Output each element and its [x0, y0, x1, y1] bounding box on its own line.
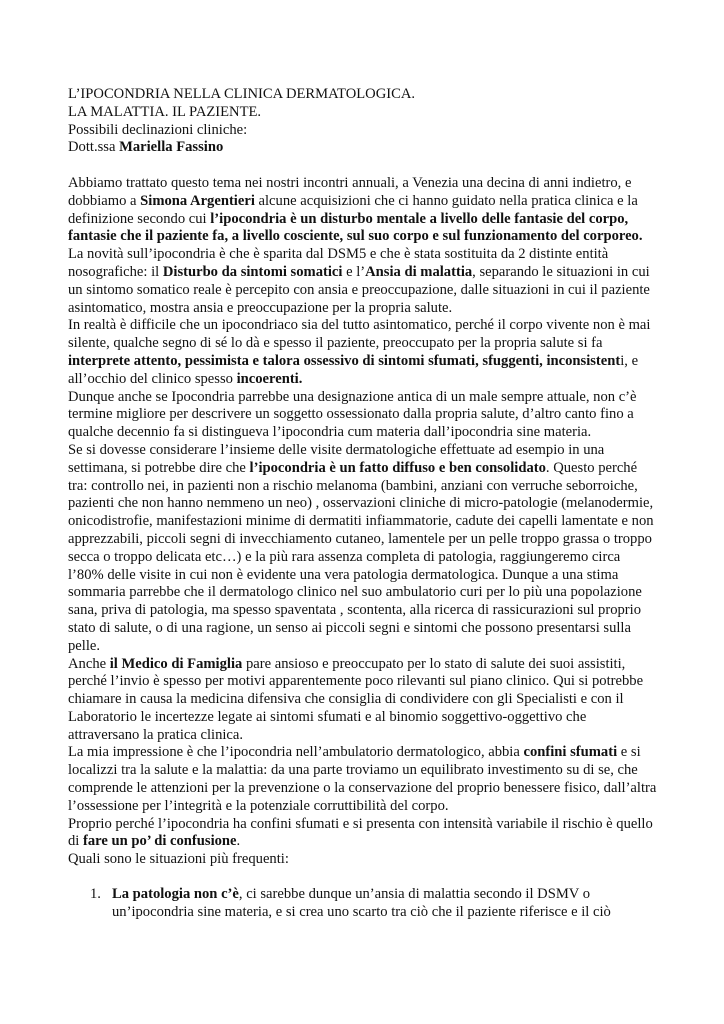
paragraph-6-text-1: Anche [68, 655, 110, 672]
blank-line [68, 157, 658, 175]
list-item-text: , ci sarebbe dunque un’ansia di malattia secondo il DSMV o un’ipocondria sine materia, e si crea uno scarto tra ciò che il paziente riferisce e il ciò [112, 886, 611, 920]
paragraph-7-text-2: e si localizzi tra la salute e la malattia: da una parte troviamo un equilibrato investimento su di se, che comprende le attenzioni per la prevenzione o la conservazione del proprio benessere fisico, dall’altra l’ossessione per l’integrità e la potenziale corruttibilità del corpo. [68, 744, 657, 814]
list-item-number: 1. [90, 886, 101, 903]
paragraph-3-bold-1: interprete attento, pessimista e talora ossessivo di sintomi sfumati, sfuggenti, inconsistent [68, 352, 621, 369]
paragraph-9: Quali sono le situazioni più frequenti: [68, 851, 289, 868]
document-body [68, 86, 658, 922]
paragraph-2 [68, 246, 658, 317]
document-header [68, 86, 658, 157]
paragraph-3-bold-2: incoerenti. [236, 370, 303, 387]
paragraph-3-text-2: i, e all’occhio del clinico spesso [68, 352, 639, 387]
paragraph-7-bold-1: confini sfumati [523, 744, 618, 761]
paragraph-1-bold-1: Simona Argentieri [140, 192, 255, 209]
paragraph-7 [68, 744, 658, 815]
paragraph-2-text-1: La novità sull’ipocondria è che è sparita dal DSM5 e che è stata sostituita da 2 distinte entità nosografiche: il [68, 246, 609, 280]
paragraph-8-text-1: Proprio perché l’ipocondria ha confini sfumati e si presenta con intensità variabile il rischio è quello di [68, 815, 653, 850]
paragraph-3-text-1: In realtà è difficile che un ipocondriaco sia del tutto asintomatico, perché il corpo vivente non è mai silente, qualche segno di sé lo dà e spesso il paziente, preoccupato per la propria salute si fa [68, 317, 651, 352]
paragraph-2-bold-1: Disturbo da sintomi somatici [162, 263, 343, 280]
paragraph-2-text-3: , separando le situazioni in cui un sintomo somatico reale è percepito con ansia e preoccupazione, dalle situazioni in cui il paziente asintomatico, mostra ansia e preoccupazione per la propria salute. [68, 263, 650, 316]
paragraph-8 [68, 816, 658, 852]
author-line [68, 139, 658, 157]
paragraph-4: Dunque anche se Ipocondria parrebbe una designazione antica di un male sempre attuale, non c’è termine migliore per descrivere un soggetto ossessionato dalla propria salute, d’altro canto fino a qualche decennio fa si distingueva l’ipocondria cum materia dall’ipocondria sine materia. [68, 388, 637, 441]
paragraph-7-text-1: La mia impressione è che l’ipocondria nell’ambulatorio dermatologico, abbia [68, 744, 524, 761]
paragraph-8-bold-1: fare un po’ di confusione [83, 833, 237, 850]
paragraph-6-bold-1: il Medico di Famiglia [109, 655, 243, 672]
paragraph-5-text-1: Se si dovesse considerare l’insieme delle visite dermatologiche effettuate ad esempio in una settimana, si potrebbe dire che [68, 441, 605, 476]
paragraph-5 [68, 442, 658, 656]
paragraph-5-bold-1: l’ipocondria è un fatto diffuso e ben consolidato [249, 459, 546, 476]
paragraph-1-bold-2: l’ipocondria è un disturbo mentale a livello delle fantasie del corpo, fantasie che il paziente fa, a livello cosciente, sul suo corpo e sul funzionamento del corporeo. [68, 210, 643, 245]
paragraph-2-bold-2: Ansia di malattia [365, 263, 473, 280]
document-subtitle: LA MALATTIA. IL PAZIENTE. [68, 103, 262, 120]
paragraph-5-text-2: . Questo perché tra: controllo nei, in pazienti non a rischio melanoma (bambini, anziani con verruche seborroiche, pazienti che non hanno nemmeno un neo) , osservazioni cliniche di micro-patologie (melanodermie, onicodistrofie, manifestazioni minime di dermatiti infiammatorie, cadute dei capelli lamentate e non apprezzabili, piccoli segni di invecchiamento cutaneo, lamentele per un pelle troppo grassa o troppo secca o troppo delicata etc…) e la più rara assenza completa di patologia, raggiungeremo circa l’80% delle visite in cui non è evidente una vera patologia dermatologica. Dunque a una stima sommaria parrebbe che il dermatologo clinico nel suo ambulatorio curi per lo più una popolazione sana, priva di patologia, ma spesso spaventata , scontenta, alla ricerca di rassicurazioni sul proprio stato di salute, o di una ragione, un senso ai piccoli segni e sintomi che possono presentarsi sulla pelle. [68, 459, 654, 654]
paragraph-2-text-2: e l’ [342, 263, 366, 280]
paragraph-6 [68, 656, 658, 745]
numbered-list [68, 886, 658, 922]
paragraph-3 [68, 317, 658, 388]
paragraph-1 [68, 175, 658, 246]
list-item [68, 886, 658, 922]
paragraph-1-text-1: Abbiamo trattato questo tema nei nostri incontri annuali, a Venezia una decina di anni indietro, e dobbiamo a [68, 174, 632, 209]
author-prefix: Dott.ssa [68, 139, 120, 156]
paragraph-1-text-2: alcune acquisizioni che ci hanno guidato nella pratica clinica e la definizione secondo cui [68, 192, 638, 227]
document-subheading: Possibili declinazioni cliniche: [68, 121, 248, 138]
paragraph-8-text-2: . [236, 833, 241, 850]
author-name: Mariella Fassino [119, 139, 224, 156]
paragraph-6-text-2: pare ansioso e preoccupato per lo stato di salute dei suoi assistiti, perché l’invio è spesso per motivi apparentemente poco rilevanti sul piano clinico. Qui si potrebbe chiamare in causa la medicina difensiva che consiglia di condividere con gli Specialisti e con il Laboratorio le incertezze legate ai sintomi sfumati e al binomio soggettivo-oggettivo che attraversano la pratica clinica. [68, 655, 644, 743]
document-title: L’IPOCONDRIA NELLA CLINICA DERMATOLOGICA. [68, 86, 416, 102]
list-item-bold: La patologia non c’è [112, 886, 239, 903]
